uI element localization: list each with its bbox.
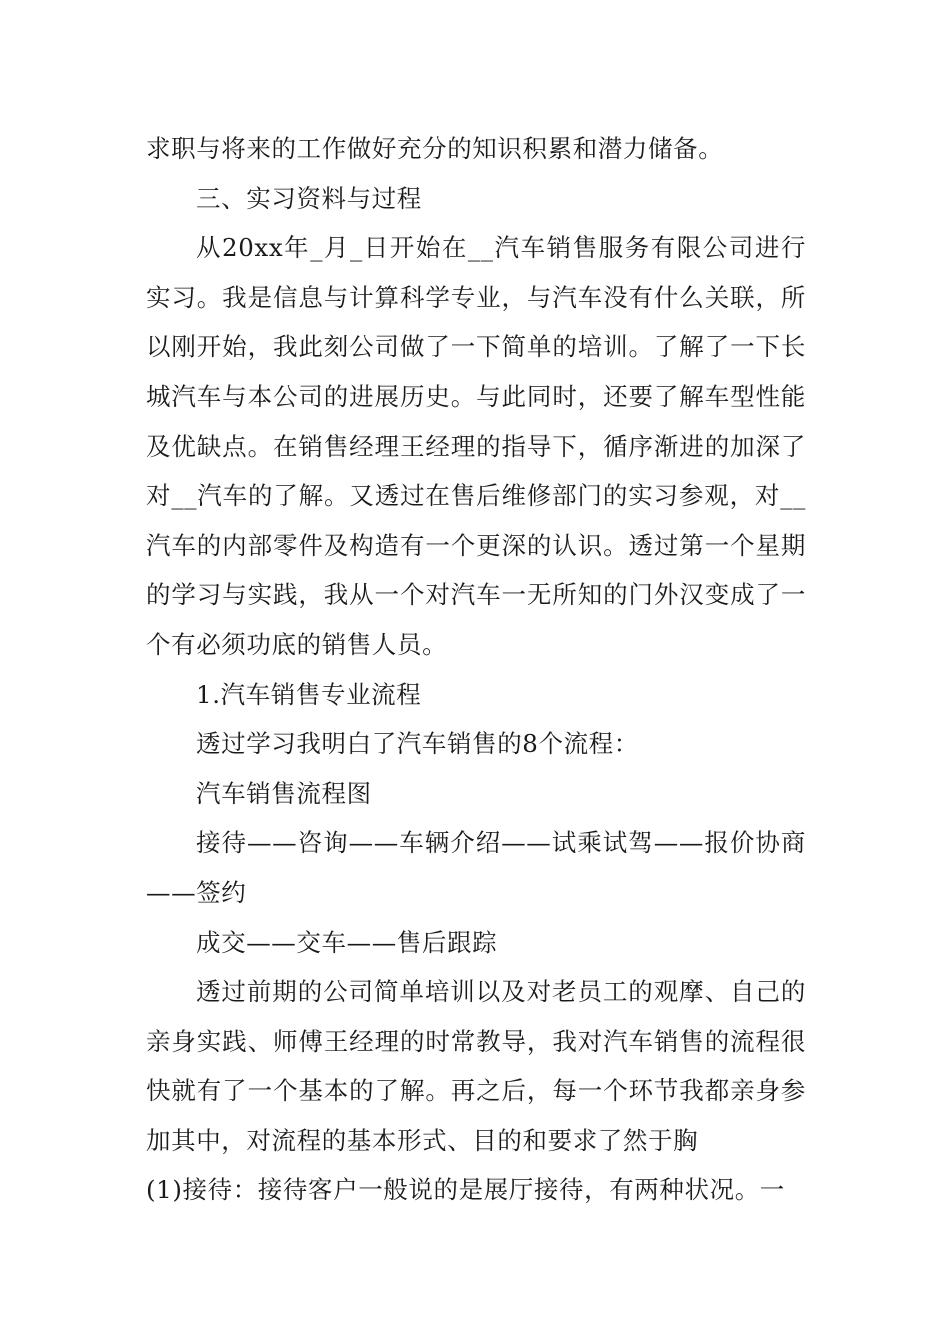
paragraph-eight-steps: 透过学习我明白了汽车销售的8个流程： [196, 729, 639, 759]
subheading-sales-process: 1.汽车销售专业流程 [196, 679, 422, 709]
paragraph-internship-intro: 从20xx年_月_日开始在__汽车销售服务有限公司进行实习。我是信息与计算科学专业，与汽车没有什么关联，所以刚开始，我此刻公司做了一下简单的培训。了解了一下长城汽车与本公司的进展历史。与此同时，还要了解车型性能及优缺点。在销售经理王经理的指导下，循序渐进的加深了对__汽车的了解。又透过在售后维修部门的实习参观，对__汽车的内部零件及构造有一个更深的认识。透过第一个星期的学习与实践，我从一个对汽车一无所知的门外汉变成了一个有必须功底的销售人员。 [146, 233, 806, 659]
flow-steps-line-2: 成交——交车——售后跟踪 [196, 927, 498, 957]
section-heading-3: 三、实习资料与过程 [196, 183, 422, 213]
paragraph-reception: (1)接待：接待客户一般说的是展厅接待，有两种状况。一 [146, 1175, 785, 1205]
flow-steps-line-1: 接待——咨询——车辆介绍——试乘试驾——报价协商——签约 [146, 828, 806, 907]
paragraph-continuation: 求职与将来的工作做好充分的知识积累和潜力储备。 [146, 134, 724, 163]
paragraph-learning: 透过前期的公司简单培训以及对老员工的观摩、自己的亲身实践、师傅王经理的时常教导，我对汽车销售的流程很快就有了一个基本的了解。再之后，每一个环节我都亲身参加其中，对流程的基本形式、目的和要求了然于胸 [146, 977, 806, 1155]
document-page [146, 124, 806, 1215]
flowchart-title: 汽车销售流程图 [196, 778, 372, 808]
